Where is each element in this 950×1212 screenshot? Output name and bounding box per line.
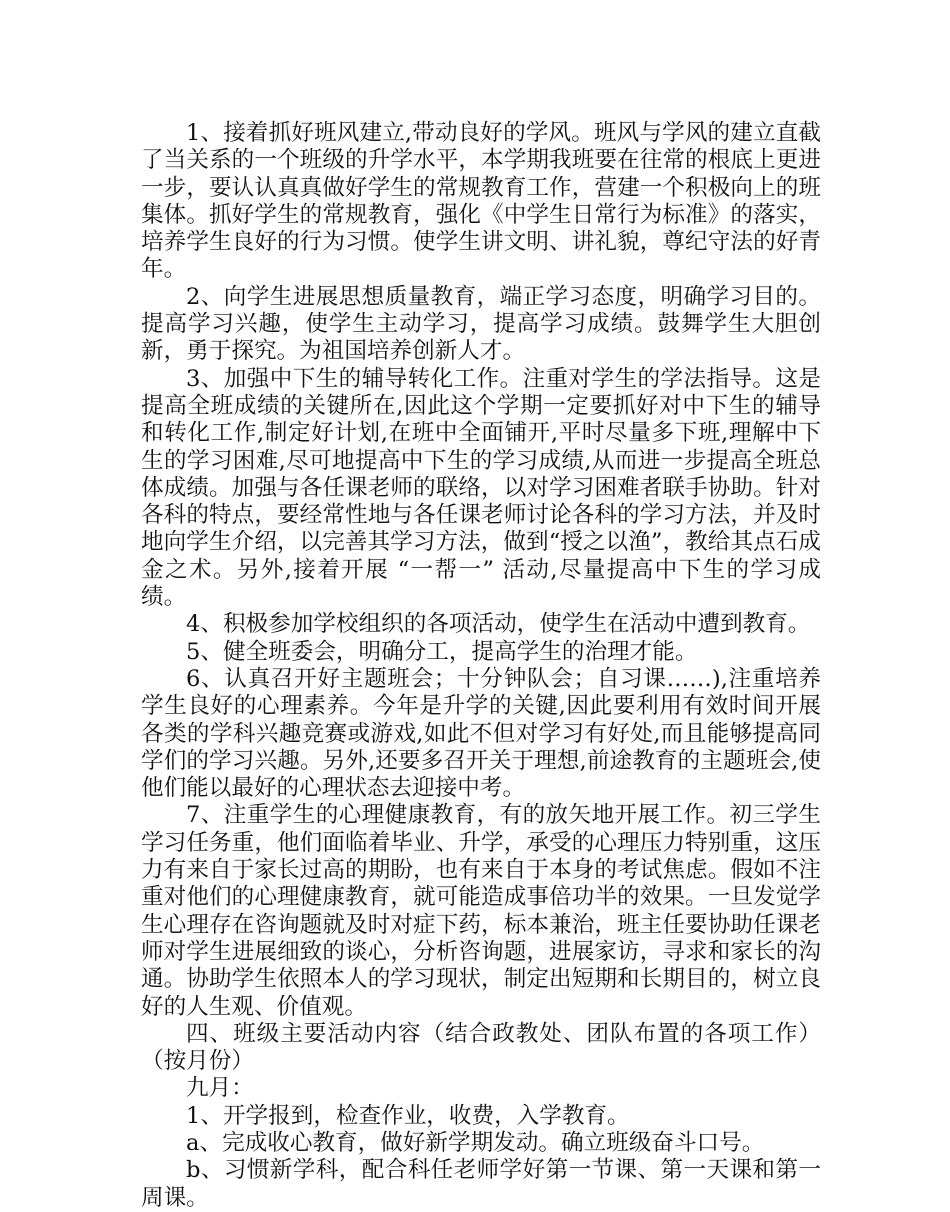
paragraph-class-meetings: 6、认真召开好主题班会；十分钟队会；自习课……),注重培养学生良好的心理素养。今年是升学的关键,因此要利用有效时间开展各类的学科兴趣竞赛或游戏,如此不但对学习有好处,而且能够提高同学们的学习兴趣。另外,还要多召开关于理想,前途教育的主题班会,使他们能以最好的心理状态去迎接中考。 xyxy=(141,665,821,802)
paragraph-moral-education: 2、向学生进展思想质量教育，端正学习态度，明确学习目的。提高学习兴趣，使学生主动学习，提高学习成绩。鼓舞学生大胆创新，勇于探究。为祖国培养创新人才。 xyxy=(141,283,821,365)
paragraph-class-style: 1、接着抓好班风建立,带动良好的学风。班风与学风的建立直截了当关系的一个班级的升学水平，本学期我班要在往常的根底上更进一步，要认认真真做好学生的常规教育工作，营建一个积极向上的班集体。抓好学生的常规教育，强化《中学生日常行为标准》的落实，培养学生良好的行为习惯。使学生讲文明、讲礼貌，尊纪守法的好青年。 xyxy=(141,120,821,283)
paragraph-school-activities: 4、积极参加学校组织的各项活动，使学生在活动中遭到教育。 xyxy=(186,611,811,638)
list-item-a: a、完成收心教育，做好新学期发动。确立班级奋斗口号。 xyxy=(186,1129,765,1156)
paragraph-mental-health: 7、注重学生的心理健康教育，有的放矢地开展工作。初三学生学习任务重，他们面临着毕业、升学，承受的心理压力特别重，这压力有来自于家长过高的期盼，也有来自于本身的考试焦虑。假如不注重对他们的心理健康教育，就可能造成事倍功半的效果。一旦发觉学生心理存在咨询题就及时对症下药，标本兼治，班主任要协助任课老师对学生进展细致的谈心，分析咨询题，进展家访，寻求和家长的沟通。协助学生依照本人的学习现状，制定出短期和长期目的，树立良好的人生观、价值观。 xyxy=(141,802,821,1020)
month-heading-september: 九月： xyxy=(186,1075,254,1102)
paragraph-class-committee: 5、健全班委会，明确分工，提高学生的治理才能。 xyxy=(186,638,698,665)
section-heading-activities: 四、班级主要活动内容（结合政教处、团队布置的各项工作）（按月份） xyxy=(141,1020,821,1075)
list-item-registration: 1、开学报到，检查作业，收费，入学教育。 xyxy=(186,1102,630,1129)
list-item-b: b、习惯新学科，配合科任老师学好第一节课、第一天课和第一周课。 xyxy=(141,1157,821,1211)
paragraph-tutoring: 3、加强中下生的辅导转化工作。注重对学生的学法指导。这是提高全班成绩的关键所在,因此这个学期一定要抓好对中下生的辅导和转化工作,制定好计划,在班中全面铺开,平时尽量多下班,理解中下生的学习困难,尽可地提高中下生的学习成绩,从而进一步提高全班总体成绩。加强与各任课老师的联络，以对学习困难者联手协助。针对各科的特点，要经常性地与各任课老师讨论各科的学习方法，并及时地向学生介绍，以完善其学习方法，做到“授之以渔”，教给其点石成金之术。另外,接着开展 “一帮一” 活动,尽量提高中下生的学习成绩。 xyxy=(141,365,821,611)
document-page xyxy=(141,120,821,1212)
